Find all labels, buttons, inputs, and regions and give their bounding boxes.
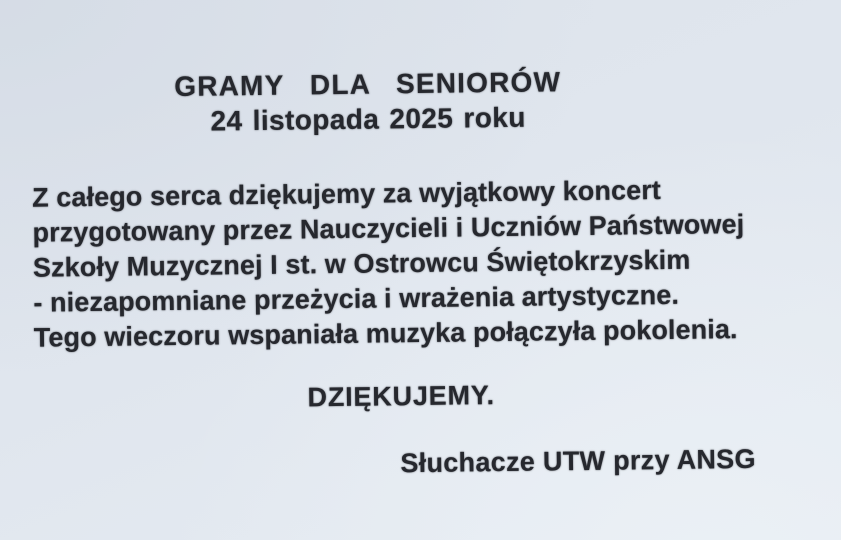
notice-date: 24 listopada 2025 roku — [210, 101, 526, 137]
notice-title: GRAMY DLA SENIORÓW — [174, 66, 562, 102]
body-line: - niezapomniane przeżycia i wrażenia artystyczne. — [33, 279, 680, 318]
notice-body — [32, 172, 746, 356]
signature-text: Słuchacze UTW przy ANSG — [400, 443, 756, 479]
body-line: Tego wieczoru wspaniała muzyka połączyła pokolenia. — [33, 314, 738, 353]
body-line: Szkoły Muzycznej I st. w Ostrowcu Świętokrzyskim — [32, 244, 691, 283]
body-line: Z całego serca dziękujemy za wyjątkowy koncert — [31, 175, 662, 213]
body-line: przygotowany przez Nauczycieli i Uczniów Państwowej — [32, 209, 745, 248]
thanks-text: DZIĘKUJEMY. — [307, 380, 496, 413]
